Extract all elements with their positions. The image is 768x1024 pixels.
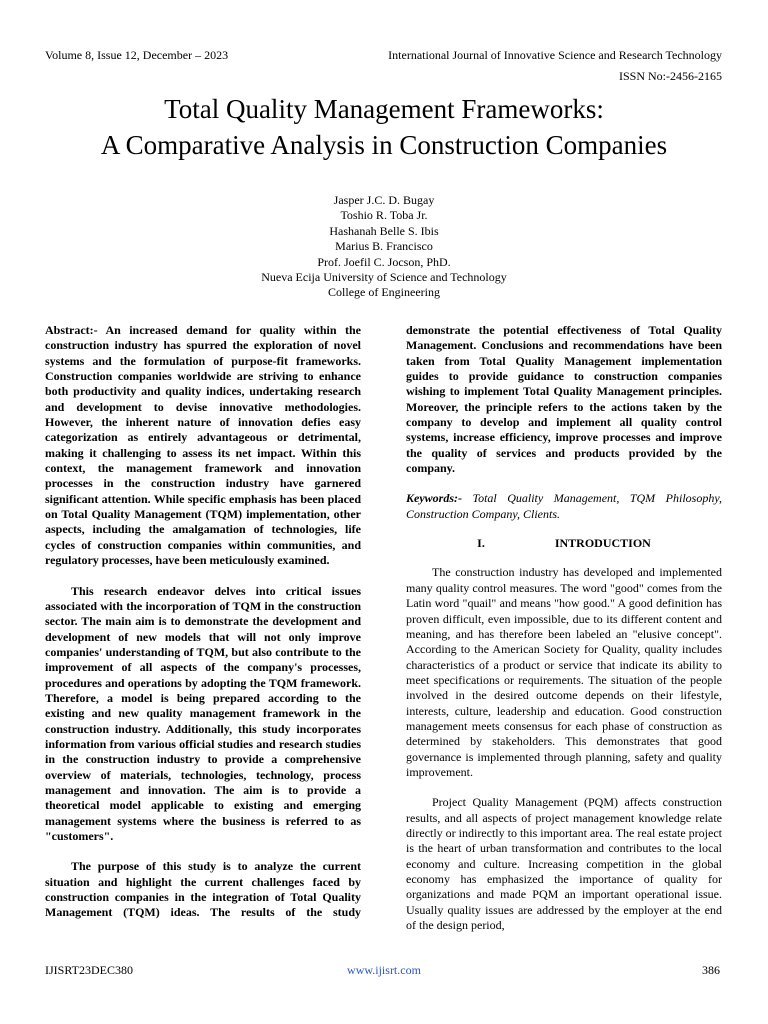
intro-paragraph-1: The construction industry has developed and implemented many quality control measures. The word "good" comes from the Latin word "quail" and means "how good." A good definition has proven difficult, even impossible, due to its different content and meaning, and has therefore been labeled an "elusive concept". According to the American Society for Quality, quality includes characteristics of a product or service that indicate its ability to meet specifications or requirements. The situation of the people involved in the desired outcome depends on their lifestyle, interests, culture, leadership and education. Good construction management meets consensus for each phase of construction as determined by stakeholders. This demonstrates that good governance is implemented through planning, safety and quality improvement.: [406, 565, 722, 779]
issn: ISSN No:-2456-2165: [618, 69, 722, 83]
intro-paragraph-2: Project Quality Management (PQM) affects construction results, and all aspects of project management knowledge relate directly or indirectly to this important area. The real estate project is the heart of urban transformation and contributes to the local economy and culture. Increasing competition in the global economy has emphasized the importance of quality for organizations and made PQM an important operational issue. Usually quality issues are addressed by the employer at the end of the design period,: [406, 795, 722, 933]
title-line-2: A Comparative Analysis in Construction Companies: [100, 130, 668, 160]
keywords: [406, 491, 722, 522]
footer-url-link[interactable]: [0, 963, 768, 977]
section-heading: [406, 536, 722, 551]
abstract-paragraph-3: The purpose of this study is to analyze the current situation and highlight the current challenges faced by construction companies in the integration of Total Quality Management (TQM) ideas. The results of the study: [45, 859, 361, 920]
right-column: [406, 323, 722, 933]
abstract-text: An increased demand for quality within the construction industry has spurred the exploration of novel systems and the formulation of purpose-fit frameworks. Construction companies worldwide are striving to enhance both productivity and quality indices, undertaking research and development to devise innovative methodologies. However, the inherent nature of innovation defies easy categorization as entirely advantageous or detrimental, making it challenging to assess its net impact. Within this context, the management framework and innovation processes in the construction industry have garnered significant attention. While specific emphasis has been placed on Total Quality Management (TQM) implementation, other aspects, including the amalgamation of technologies, life cycles of construction companies within communities, and regulatory processes, have been meticulously examined.: [45, 323, 361, 568]
affiliation-university: Nueva Ecija University of Science and Technology: [261, 270, 507, 285]
journal-name: International Journal of Innovative Science and Research Technology: [388, 48, 722, 62]
author-name: Toshio R. Toba Jr.: [340, 208, 428, 223]
abstract-paragraph-2: This research endeavor delves into critical issues associated with the incorporation of TQM in the construction sector. The main aim is to demonstrate the development and development of new models that will not only improve companies' understanding of TQM, but also contribute to the improvement of all aspects of the company's processes, procedures and operations by adopting the TQM framework. Therefore, a model is being prepared according to the existing and new quality management framework in the construction industry. Additionally, this study incorporates information from various official studies and research studies in the construction industry to provide a comprehensive overview of materials, technologies, technology, process management and innovation. The aim is to provide a theoretical model applicable to existing and emerging management systems where the business is referred to as "customers".: [45, 583, 361, 843]
left-column: [45, 323, 361, 921]
author-block: [0, 193, 768, 301]
affiliation-college: College of Engineering: [328, 285, 440, 300]
section-number: I.: [477, 536, 485, 551]
author-name: Marius B. Francisco: [335, 239, 433, 254]
footer-article-id: IJISRT23DEC380: [45, 963, 133, 977]
abstract-label: Abstract:-: [45, 323, 98, 337]
author-name: Hashanah Belle S. Ibis: [329, 223, 439, 238]
section-title: INTRODUCTION: [554, 536, 651, 551]
keywords-text: Total Quality Management, TQM Philosophy, Construction Company, Clients.: [406, 491, 723, 521]
author-name: Jasper J.C. D. Bugay: [333, 193, 435, 207]
keywords-label: Keywords:-: [406, 491, 462, 506]
abstract-paragraph-1: [45, 323, 361, 569]
page-number: 386: [702, 963, 720, 977]
abstract-paragraph-3-continued: demonstrate the potential effectiveness of Total Quality Management. Conclusions and recommendations have been taken from Total Quality Management implementation guides to provide guidance to construction companies wishing to implement Total Quality Management principles. Moreover, the principle refers to the actions taken by the company to develop and implement all quality control systems, increase efficiency, improve processes and improve the quality of services and products provided by the company.: [406, 323, 722, 476]
author-name: Prof. Joefil C. Jocson, PhD.: [317, 254, 451, 269]
volume-issue: Volume 8, Issue 12, December – 2023: [45, 48, 229, 62]
title-line-1: Total Quality Management Frameworks:: [164, 94, 604, 124]
paper-title: [0, 91, 768, 163]
footer-url[interactable]: www.ijisrt.com: [347, 963, 421, 977]
